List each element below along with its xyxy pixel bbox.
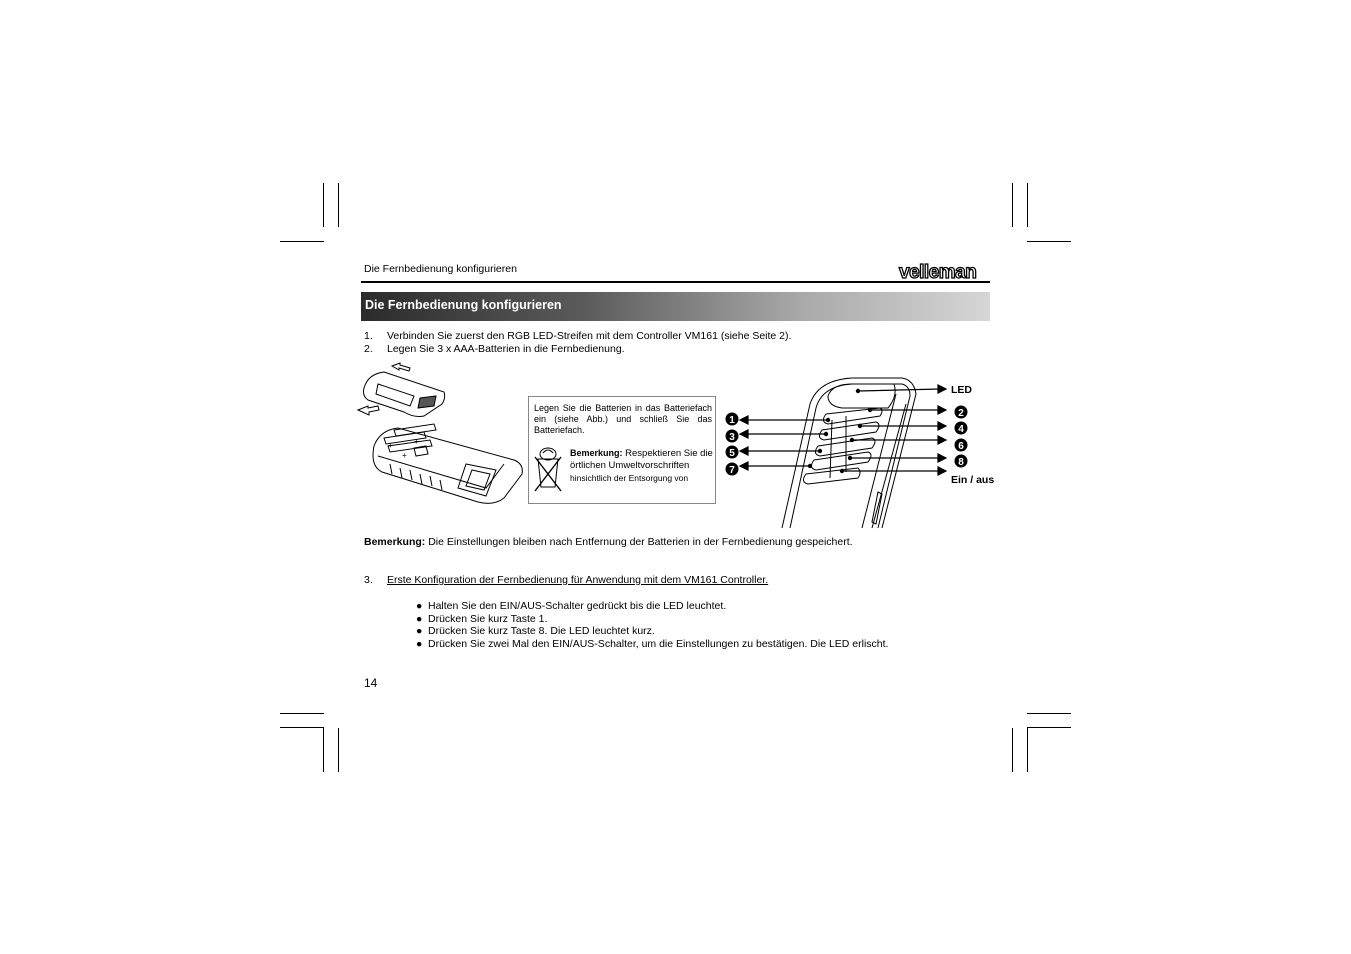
step-3-number: 3. [364, 574, 373, 586]
bullet-icon: ● [416, 625, 423, 637]
button-label-4 [955, 422, 968, 436]
remote-body-icon [373, 428, 522, 503]
bullet-item: ● Drücken Sie zwei Mal den EIN/AUS-Schalter, um die Einstellungen zu bestätigen. Die LED erlischt. [416, 638, 889, 650]
environmental-note-tail: hinsichtlich der Entsorgung von [570, 473, 689, 483]
button-number-1: 1 [729, 415, 735, 426]
step-1-text: Verbinden Sie zuerst den RGB LED-Streifen mit dem Controller VM161 (siehe Seite 2). [387, 330, 792, 342]
button-label-3 [726, 430, 739, 444]
bullet-icon: ● [416, 600, 423, 612]
button-number-3: 3 [729, 432, 735, 443]
bullet-item: ● Drücken Sie kurz Taste 8. Die LED leuchtet kurz. [416, 625, 655, 637]
button-label-2 [955, 406, 968, 420]
environmental-note [570, 447, 715, 485]
header-rule [361, 281, 990, 283]
svg-text:+: + [388, 441, 393, 450]
crossed-out-bin-icon [533, 445, 563, 493]
svg-text:+: + [402, 451, 407, 460]
settings-remark [364, 536, 853, 549]
button-number-2: 2 [958, 408, 964, 419]
power-label: Ein / aus [951, 474, 995, 486]
bullet-icon: ● [416, 638, 423, 650]
button-label-7 [726, 463, 739, 477]
button-number-5: 5 [729, 448, 735, 459]
svg-text:+: + [414, 437, 419, 446]
settings-remark-label: Bemerkung: [364, 536, 426, 548]
slide-arrow-icon [358, 406, 379, 415]
button-number-6: 6 [958, 441, 964, 452]
led-label: LED [951, 384, 972, 396]
button-number-7: 7 [729, 465, 735, 476]
environmental-note-label: Bemerkung: [570, 448, 623, 458]
step-3-text: Erste Konfiguration der Fernbedienung für Anwendung mit dem VM161 Controller. [387, 574, 769, 586]
velleman-logo [898, 262, 991, 282]
battery-compartment-illustration [354, 360, 529, 510]
bullet-icon: ● [416, 613, 423, 625]
settings-remark-text: Die Einstellungen bleiben nach Entfernung der Batterien in der Fernbedienung gespeichert. [428, 536, 853, 548]
button-label-6 [955, 439, 968, 453]
button-number-8: 8 [958, 457, 964, 468]
environmental-note-text: Respektieren Sie die örtlichen Umweltvorschriften [570, 448, 713, 471]
battery-note-box [528, 396, 716, 504]
button-number-4: 4 [958, 424, 964, 435]
remote-button-icon [803, 468, 860, 484]
logo-wordmark: velleman [899, 262, 977, 282]
running-header: Die Fernbedienung konfigurieren [364, 263, 517, 275]
bullet-item: ● Halten Sie den EIN/AUS-Schalter gedrückt bis die LED leuchtet. [416, 600, 727, 612]
slide-arrow-icon [392, 363, 410, 371]
remote-button-icon [815, 438, 875, 456]
remote-button-diagram [722, 374, 1002, 534]
section-title: Die Fernbedienung konfigurieren [365, 298, 562, 312]
remote-button-icon [811, 452, 871, 470]
section-title-bar [361, 292, 990, 321]
button-label-1 [726, 413, 739, 427]
button-label-5 [726, 446, 739, 460]
bullet-item: ● Drücken Sie kurz Taste 1. [416, 613, 548, 625]
page-number: 14 [364, 676, 378, 690]
battery-instruction-text: Legen Sie die Batterien in das Batteriefach ein (siehe Abb.) und schließ Sie das Batteriefach. [534, 403, 712, 435]
step-2-text: Legen Sie 3 x AAA-Batterien in die Fernbedienung. [387, 343, 625, 355]
button-label-8 [955, 455, 968, 469]
remote-button-icon [819, 422, 879, 440]
step-1-number: 1. [364, 330, 373, 342]
battery-icon [394, 424, 436, 436]
step-2-number: 2. [364, 343, 373, 355]
